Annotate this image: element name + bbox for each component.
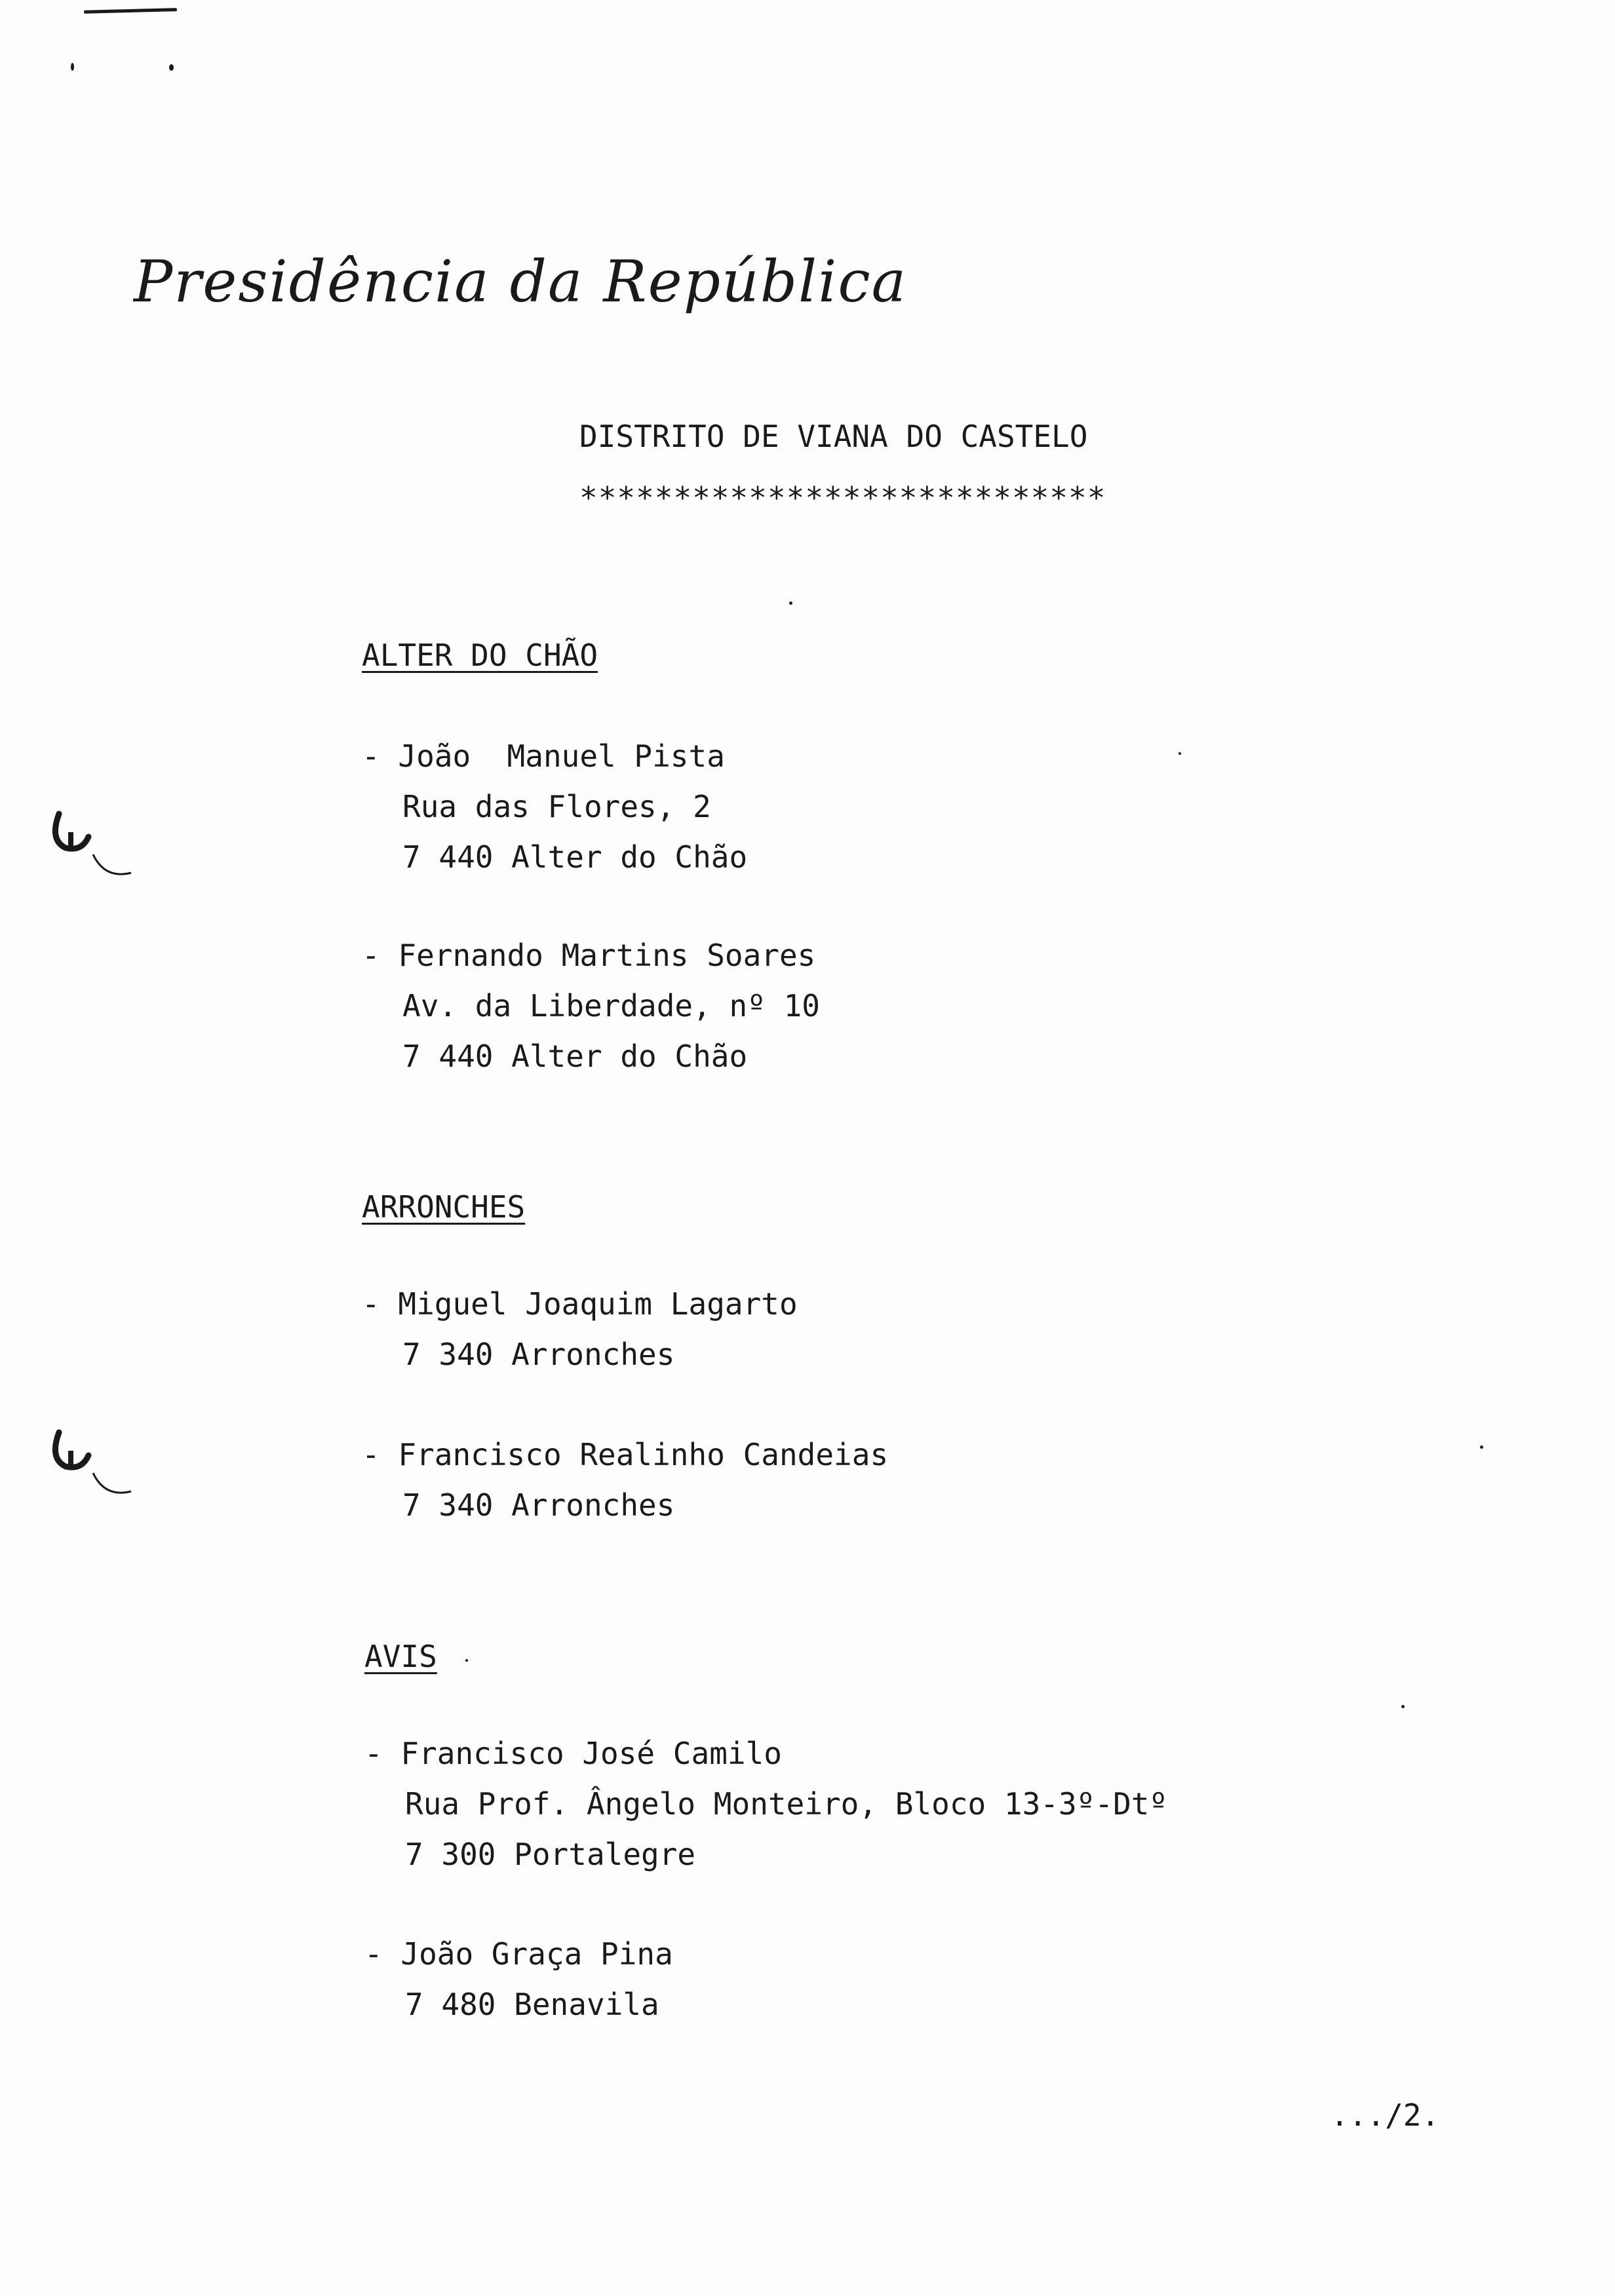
section-heading-arronches: ARRONCHES: [362, 1189, 526, 1225]
scan-artifact-dot: [169, 64, 174, 71]
entry-address-line: 7 480 Benavila: [405, 1987, 659, 2022]
scan-artifact-dot: [465, 1659, 468, 1662]
scan-artifact-dot: [1401, 1705, 1405, 1708]
scan-artifact-dot: [1178, 752, 1181, 755]
letterhead-text: Presidência da República: [134, 248, 908, 315]
entry-name: - Miguel Joaquim Lagarto: [362, 1279, 798, 1330]
entry-name: - Fernando Martins Soares: [362, 930, 820, 981]
entry-address-line: 7 440 Alter do Chão: [402, 1039, 748, 1074]
list-item: [362, 930, 820, 1082]
list-item: [364, 1729, 1167, 1880]
section-heading-avis: AVIS: [364, 1639, 437, 1674]
scan-artifact-dot: [71, 63, 74, 71]
district-stars-divider: ****************************: [579, 480, 1106, 516]
section-heading-alter-do-chao: ALTER DO CHÃO: [362, 638, 598, 673]
entry-name: - Francisco Realinho Candeias: [362, 1430, 888, 1480]
scan-artifact-bar: [84, 8, 177, 14]
page-continuation-marker: .../2.: [1331, 2097, 1440, 2133]
punch-hole-mark: [46, 1419, 131, 1504]
entry-address-line: 7 340 Arronches: [402, 1337, 675, 1372]
district-title: DISTRITO DE VIANA DO CASTELO: [579, 419, 1088, 454]
list-item: [362, 1430, 888, 1531]
entry-address-line: 7 440 Alter do Chão: [402, 839, 748, 875]
entry-address-line: Rua das Flores, 2: [402, 789, 711, 824]
list-item: [362, 731, 747, 883]
entry-name: - João Manuel Pista: [362, 731, 747, 782]
entry-address-line: 7 340 Arronches: [402, 1487, 675, 1523]
list-item: [364, 1929, 673, 2030]
entry-address-line: Av. da Liberdade, nº 10: [402, 988, 820, 1024]
letterhead-script: [131, 236, 908, 334]
punch-hole-mark: [46, 801, 131, 886]
scan-artifact-dot: [789, 602, 792, 605]
entry-name: - João Graça Pina: [364, 1929, 673, 1980]
scan-artifact-dot: [1480, 1445, 1483, 1449]
entry-address-line: 7 300 Portalegre: [405, 1837, 696, 1872]
entry-address-line: Rua Prof. Ângelo Monteiro, Bloco 13-3º-Dtº: [405, 1786, 1168, 1822]
list-item: [362, 1279, 798, 1380]
entry-name: - Francisco José Camilo: [364, 1729, 1167, 1779]
